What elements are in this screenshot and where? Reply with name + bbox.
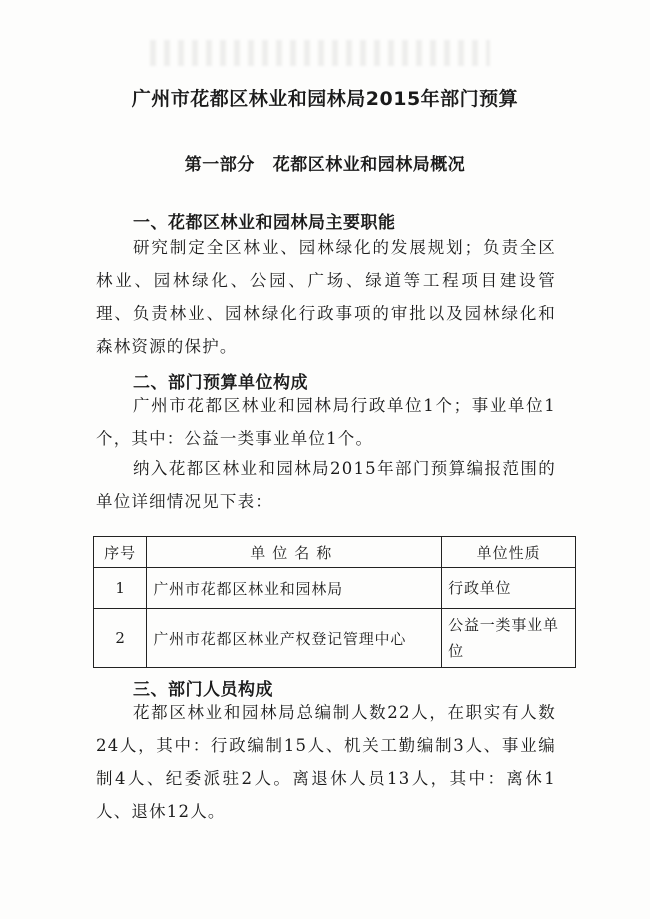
- table-row: [94, 609, 576, 668]
- col-header-index: 序号: [94, 537, 147, 568]
- scan-artifact: [150, 40, 490, 66]
- part-name: 花都区林业和园林局概况: [272, 155, 466, 175]
- col-header-unit-name: 单位名称: [147, 537, 442, 568]
- col-header-unit-type: 单位性质: [442, 537, 576, 568]
- section-2-paragraph-2: 纳入花都区林业和园林局2015年部门预算编报范围的单位详细情况见下表：: [96, 459, 556, 511]
- document-title: 广州市花都区林业和园林局2015年部门预算: [131, 88, 519, 110]
- table-row: [94, 568, 576, 609]
- row-unit-name: 广州市花都区林业产权登记管理中心: [147, 609, 442, 668]
- section-heading-3: 三、部门人员构成: [133, 680, 273, 700]
- section-1-paragraph: 研究制定全区林业、园林绿化的发展规划；负责全区林业、园林绿化、公园、广场、绿道等工程项目建设管理、负责林业、园林绿化行政事项的审批以及园林绿化和森林资源的保护。: [96, 238, 556, 356]
- row-unit-name: 广州市花都区林业和园林局: [147, 568, 442, 609]
- row-index: 2: [94, 609, 147, 668]
- section-heading-2: 二、部门预算单位构成: [133, 373, 308, 393]
- row-unit-type: 公益一类事业单位: [442, 609, 576, 668]
- section-heading-1: 一、花都区林业和园林局主要职能: [133, 213, 396, 233]
- part-label: 第一部分: [184, 155, 255, 175]
- row-unit-type: 行政单位: [442, 568, 576, 609]
- section-3-paragraph: 花都区林业和园林局总编制人数22人，在职实有人数24人，其中：行政编制15人、机关工勤编制3人、事业编制4人、纪委派驻2人。离退休人员13人，其中：离休1人、退休12人。: [96, 703, 556, 821]
- row-index: 1: [94, 568, 147, 609]
- part-title: [0, 150, 650, 175]
- section-2-paragraph-1: 广州市花都区林业和园林局行政单位1个；事业单位1个，其中：公益一类事业单位1个。: [96, 396, 556, 448]
- table-header-row: [94, 537, 576, 568]
- units-table: [93, 536, 576, 668]
